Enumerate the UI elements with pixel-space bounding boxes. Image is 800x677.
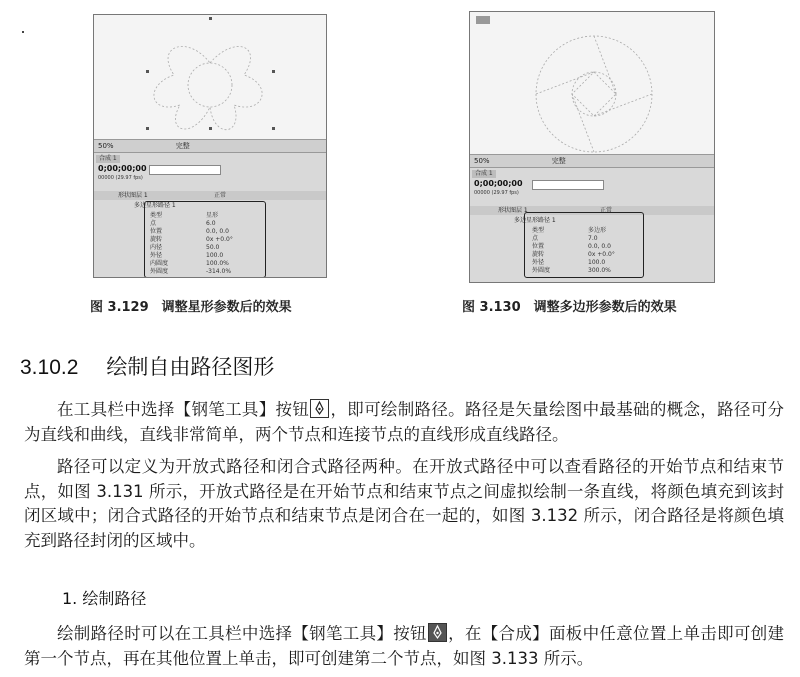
layer-mode[interactable]: 正常 — [214, 192, 227, 199]
timeline-panel — [470, 168, 714, 282]
property-name: 外径 — [150, 252, 163, 259]
paragraph-text: 在工具栏中选择【钢笔工具】按钮 — [57, 400, 310, 419]
highlight-box — [524, 212, 644, 278]
timeline-search-input[interactable] — [532, 180, 604, 190]
paragraph — [24, 622, 784, 671]
paragraph-text: 路径可以定义为开放式路径和闭合式路径两种。在开放式路径中可以查看路径的开始节点和结束节点，如图 3.131 所示，开放式路径是在开始节点和结束节点之间虚拟绘制一条直线，将颜色填充到该封闭区域中；闭合式路径的开始节点和结束节点是闭合在一起的，如图 3.132 所示，闭合路径是将颜色填充到路径封闭的区域中。 — [24, 457, 784, 550]
composition-canvas — [94, 15, 326, 155]
property-name: 类型 — [532, 227, 545, 234]
layer-name: 形状图层 1 — [118, 192, 148, 199]
layer-name: 形状图层 1 — [498, 207, 528, 214]
property-value[interactable]: 0.0, 0.0 — [206, 228, 229, 235]
property-name: 外圆度 — [532, 267, 551, 274]
group-name: 多边星形路径 1 — [514, 217, 556, 224]
figure-3-129-screenshot — [93, 14, 327, 278]
panel-tab-icon — [476, 16, 490, 24]
timeline-search-input[interactable] — [149, 165, 221, 175]
section-title: 绘制自由路径图形 — [106, 355, 275, 379]
sub-heading: 1. 绘制路径 — [62, 589, 147, 608]
paragraph — [24, 455, 784, 553]
property-name: 外径 — [532, 259, 545, 266]
layer-mode[interactable]: 正常 — [600, 207, 613, 214]
property-value[interactable]: 100.0 — [588, 259, 606, 266]
view-select[interactable]: 完整 — [551, 157, 566, 165]
pen-tool-icon — [428, 623, 447, 642]
property-name: 位置 — [150, 228, 163, 235]
figure-3-130-screenshot — [469, 11, 715, 283]
property-value[interactable]: 6.0 — [206, 220, 216, 227]
section-number: 3.10.2 — [20, 356, 79, 379]
property-value[interactable]: 0.0, 0.0 — [588, 243, 611, 250]
composition-toolbar — [470, 154, 714, 168]
property-name: 点 — [532, 235, 539, 242]
property-value[interactable]: 300.0% — [588, 267, 611, 274]
property-name: 内圆度 — [150, 260, 169, 267]
pen-tool-icon — [310, 399, 329, 418]
paragraph-text: ，即可绘制路径。路径是矢量绘图中最基础的概念，路径可分为直线和曲线，直线非常简单，两个节点和连接节点的直线形成直线路径。 — [24, 400, 785, 444]
view-select[interactable]: 完整 — [175, 142, 190, 150]
timeline-tab[interactable]: 合成 1 — [472, 170, 496, 178]
group-name: 多边星形路径 1 — [134, 202, 176, 209]
property-name: 类型 — [150, 212, 163, 219]
property-name: 旋转 — [150, 236, 163, 243]
property-value[interactable]: 100.0% — [206, 260, 229, 267]
property-name: 旋转 — [532, 251, 545, 258]
paragraph — [24, 398, 784, 447]
property-name: 点 — [150, 220, 157, 227]
property-name: 内径 — [150, 244, 163, 251]
composition-canvas — [470, 12, 714, 154]
figure-caption: 图 3.130 调整多边形参数后的效果 — [462, 300, 677, 315]
property-value[interactable]: 7.0 — [588, 235, 598, 242]
timecode-fps: 00000 (29.97 fps) — [474, 190, 519, 196]
highlight-box — [144, 201, 266, 278]
timecode[interactable]: 0;00;00;00 — [474, 179, 523, 188]
timecode[interactable]: 0;00;00;00 — [98, 164, 147, 173]
property-value[interactable]: 星形 — [206, 212, 219, 219]
timeline-tab[interactable]: 合成 1 — [96, 155, 120, 163]
star-shape-drawing — [94, 15, 326, 155]
figure-caption: 图 3.129 调整星形参数后的效果 — [90, 300, 292, 315]
zoom-select[interactable]: 50% — [474, 157, 490, 165]
paragraph-text: ，在【合成】面板中任意位置上单击即可创建第一个节点，再在其他位置上单击，即可创建第二个节点，如图 3.133 所示。 — [24, 624, 785, 668]
paragraph-text: 绘制路径时可以在工具栏中选择【钢笔工具】按钮 — [57, 624, 427, 643]
stray-dot — [22, 31, 24, 33]
property-value[interactable]: 50.0 — [206, 244, 220, 251]
timecode-fps: 00000 (29.97 fps) — [98, 175, 143, 181]
property-value[interactable]: 0x +0.0° — [588, 251, 615, 258]
zoom-select[interactable]: 50% — [98, 142, 114, 150]
property-value[interactable]: 多边形 — [588, 227, 607, 234]
property-name: 位置 — [532, 243, 545, 250]
property-value[interactable]: 0x +0.0° — [206, 236, 233, 243]
property-value[interactable]: -314.0% — [206, 268, 232, 275]
layer-row[interactable] — [94, 191, 326, 200]
timeline-panel — [94, 153, 326, 277]
composition-toolbar — [94, 139, 326, 153]
section-heading — [20, 351, 274, 381]
polygon-shape-drawing — [470, 12, 714, 154]
property-value[interactable]: 100.0 — [206, 252, 224, 259]
property-name: 外圆度 — [150, 268, 169, 275]
